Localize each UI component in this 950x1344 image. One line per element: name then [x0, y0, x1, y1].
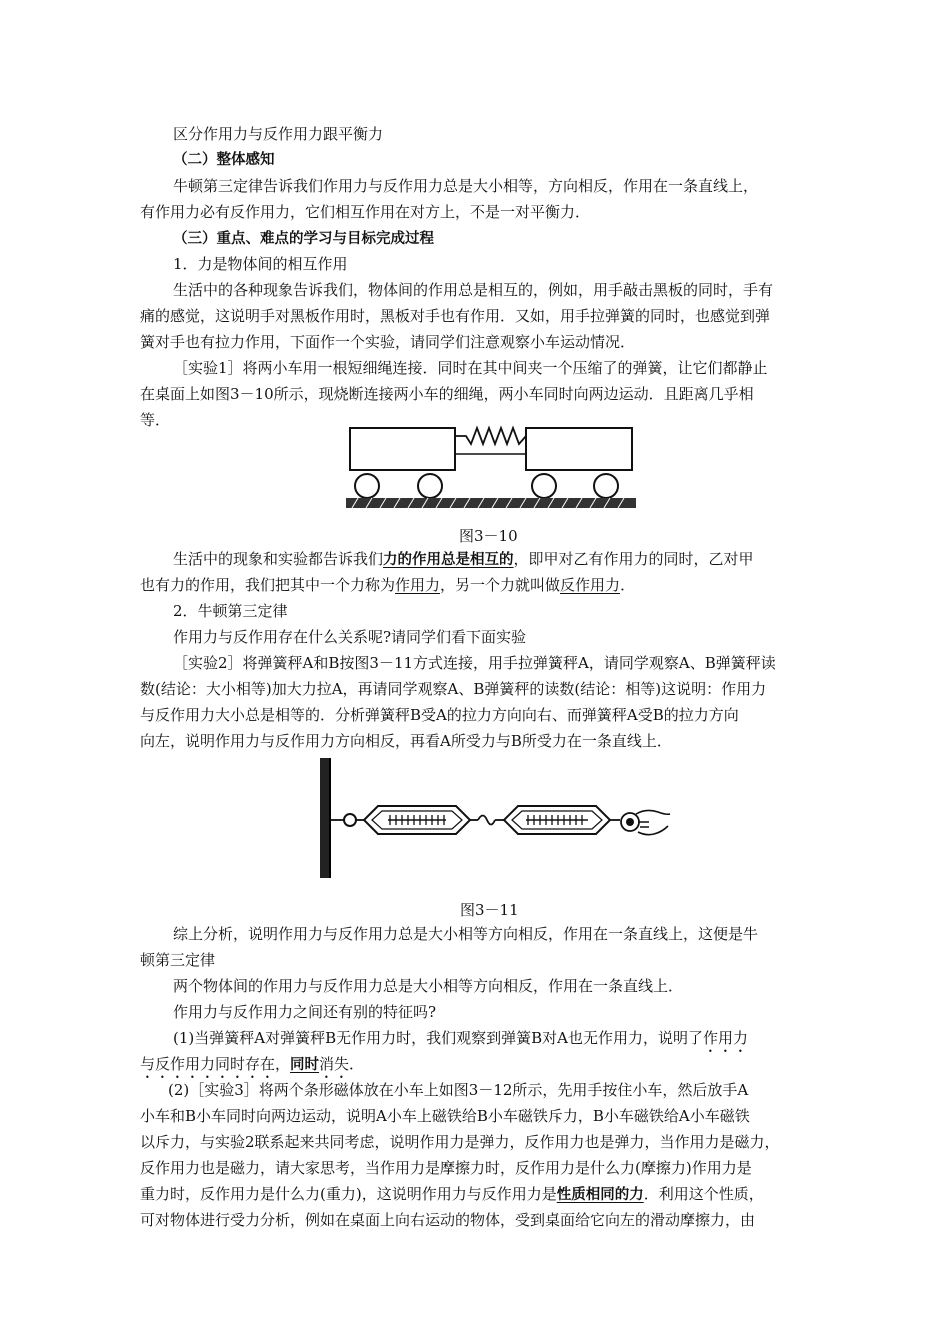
text-run: 有作用力必有反作用力，它们相互作用在对方上，不是一对平衡力． [140, 203, 591, 221]
text-line [173, 356, 950, 380]
text-run: (1)当弹簧秤A对弹簧秤B无作用力时，我们观察到弹簧B对A也无作用力，说明了 [173, 1029, 703, 1047]
text-run: 两个物体间的作用力与反作用力总是大小相等方向相反，作用在一条直线上． [173, 977, 684, 995]
text-run: 重力时，反作用力是什么力(重力)，这说明作用力与反作用力是 [140, 1185, 557, 1203]
text-run: 向左，说明作用力与反作用力方向相反，再看A所受力与B所受力在一条直线上． [140, 732, 672, 750]
text-run: 牛顿第三定律告诉我们作用力与反作用力总是大小相等，方向相反，作用在一条直线上， [173, 177, 759, 195]
text-run: 与反作用力大小总是相等的．分析弹簧秤B受A的拉力方向向右、而弹簧秤A受B的拉力方向 [140, 706, 739, 724]
text-run: 生活中的现象和实验都告诉我们 [173, 550, 384, 568]
text-line [140, 330, 950, 354]
text-line [140, 677, 950, 701]
text-line [140, 729, 950, 753]
figure-3-10-caption: 图3－10 [459, 527, 518, 545]
text-run: 顿第三定律 [140, 951, 216, 969]
text-line [173, 922, 950, 946]
text-line [173, 147, 950, 172]
text-run: 综上分析，说明作用力与反作用力总是大小相等方向相反，作用在一条直线上，这便是牛 [173, 925, 759, 943]
text-line [140, 1104, 950, 1128]
text-line [140, 703, 950, 727]
text-line [173, 122, 950, 146]
text-line [140, 382, 950, 406]
text-line [140, 1130, 950, 1154]
text-line [173, 974, 950, 998]
text-run: 在桌面上如图3－10所示，现烧断连接两小车的细绳，两小车同时向两边运动．且距离几乎相 [140, 385, 754, 403]
underlined-term: 力的作用总是相互的 [383, 552, 514, 568]
text-run: 2．牛顿第三定律 [173, 602, 288, 620]
text-run: 数(结论：大小相等)加大力拉A，再请同学观察A、B弹簧秤的读数(结论：相等)这说明：作用力 [140, 680, 767, 698]
underlined-term: 反作用力 [560, 576, 621, 594]
text-run: 小车和B小车同时向两边运动，说明A小车上磁铁给B小车磁铁斥力，B小车磁铁给A小车磁铁 [140, 1107, 750, 1125]
text-line [173, 599, 950, 623]
text-line [173, 278, 950, 302]
text-line [173, 226, 950, 251]
text-run: 可对物体进行受力分析，例如在桌面上向右运动的物体，受到桌面给它向左的滑动摩擦力，由 [140, 1211, 756, 1229]
text-run: 痛的感觉，这说明手对黑板作用时，黑板对手也有作用．又如，用手拉弹簧的同时，也感觉到弹 [140, 307, 771, 325]
underlined-term: 性质相同的力 [556, 1187, 644, 1203]
text-run: ，即甲对乙有作用力的同时，乙对甲 [513, 550, 754, 568]
text-run: ．利用这个性质， [643, 1185, 764, 1203]
text-run: 区分作用力与反作用力跟平衡力 [173, 125, 384, 143]
emphasized-text: ， [275, 1055, 291, 1073]
text-run: 1．力是物体间的相互作用 [173, 255, 348, 273]
underlined-term: 作用力 [395, 576, 441, 594]
emphasized-text: 与反作用力同时存在 [140, 1055, 276, 1073]
text-run: (2)［实验3］将两个条形磁体放在小车上如图3－12所示，先用手按住小车，然后放手A [168, 1081, 749, 1099]
text-run: 作用力与反作用力之间还有别的特征吗? [173, 1003, 437, 1021]
section-heading: （三）重点、难点的学习与目标完成过程 [173, 231, 434, 247]
text-line [140, 304, 950, 328]
underlined-term: 同时 [290, 1057, 320, 1073]
text-line [140, 1156, 950, 1180]
text-line [140, 1182, 950, 1207]
emphasized-text: 消失 [319, 1055, 350, 1073]
text-run: 等． [140, 411, 171, 429]
section-heading: （二）整体感知 [173, 152, 275, 168]
text-run: 簧对手也有拉力作用，下面作一个实验，请同学们注意观察小车运动情况． [140, 333, 636, 351]
text-line [173, 174, 950, 198]
text-line [173, 651, 950, 675]
emphasized-text: 作用力 [702, 1029, 748, 1047]
text-run: ［实验2］将弹簧秤A和B按图3－11方式连接，用手拉弹簧秤A，请同学观察A、B弹簧秤读 [173, 654, 776, 672]
text-run: ，另一个力就叫做 [440, 576, 561, 594]
text-line [140, 948, 950, 972]
text-line [140, 1208, 950, 1232]
text-line [168, 1078, 950, 1102]
text-line [140, 200, 950, 224]
figure-3-11-caption: 图3－11 [460, 901, 519, 919]
text-run: 生活中的各种现象告诉我们，物体间的作用总是相互的，例如，用手敲击黑板的同时，手有 [173, 281, 774, 299]
text-line [173, 625, 950, 649]
figure-3-11-diagram [318, 756, 678, 880]
text-run: 作用力与反作用存在什么关系呢?请同学们看下面实验 [173, 628, 527, 646]
text-run: 反作用力也是磁力，请大家思考，当作用力是摩擦力时，反作用力是什么力(摩擦力)作用力是 [140, 1159, 752, 1177]
text-line [173, 547, 950, 572]
text-run: ［实验1］将两小车用一根短细绳连接．同时在其中间夹一个压缩了的弹簧，让它们都静止 [173, 359, 768, 377]
text-line [140, 573, 950, 597]
text-run: ． [349, 1055, 365, 1073]
text-line [173, 252, 950, 276]
text-line [173, 1000, 950, 1024]
figure-3-10-diagram [346, 424, 636, 512]
hand-icon [621, 810, 670, 834]
text-run: 以斥力，与实验2联系起来共同考虑，说明作用力是弹力，反作用力也是弹力，当作用力是磁力， [140, 1133, 780, 1151]
text-run: 也有力的作用，我们把其中一个力称为 [140, 576, 396, 594]
text-run: ． [620, 576, 636, 594]
